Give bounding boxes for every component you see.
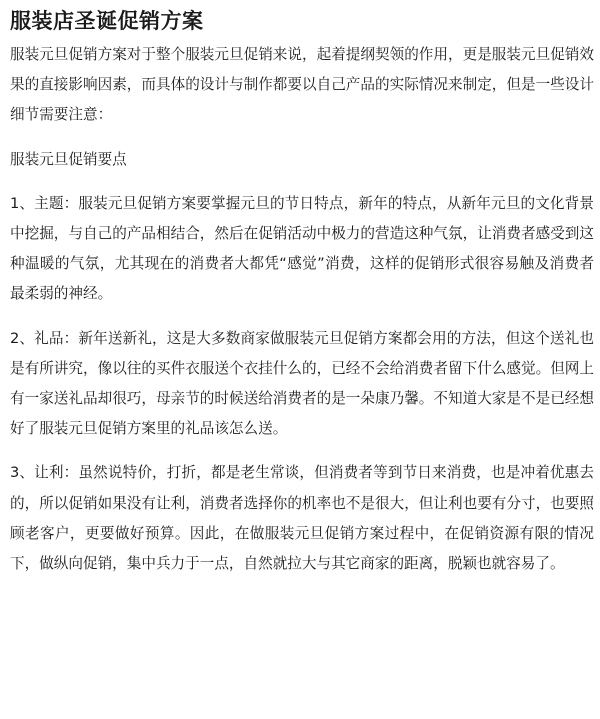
point-gift-paragraph: 2、礼品：新年送新礼，这是大多数商家做服装元旦促销方案都会用的方法，但这个送礼也是有所讲究，像以往的买件衣服送个衣挂什么的，已经不会给消费者留下什么感觉。但网上有一家送礼品却很巧，母亲节的时候送给消费者的是一朵康乃馨。不知道大家是不是已经想好了服装元旦促销方案里的礼品该怎么送。 <box>10 329 594 438</box>
point-theme-paragraph: 1、主题：服装元旦促销方案要掌握元旦的节日特点，新年的特点，从新年元旦的文化背景中挖掘，与自己的产品相结合，然后在促销活动中极力的营造这种气氛，让消费者感受到这种温暖的气氛，尤其现在的消费者大都凭“感觉”消费，这样的促销形式很容易触及消费者最柔弱的神经。 <box>10 194 594 303</box>
section-heading: 服装元旦促销要点 <box>10 150 127 168</box>
point-discount-paragraph: 3、让利：虽然说特价，打折，都是老生常谈，但消费者等到节日来消费，也是冲着优惠去的，所以促销如果没有让利，消费者选择你的机率也不是很大，但让利也要有分寸，也要照顾老客户，更要做好预算。因此，在做服装元旦促销方案过程中，在促销资源有限的情况下，做纵向促销，集中兵力于一点，自然就拉大与其它商家的距离，脱颖也就容易了。 <box>10 464 594 573</box>
article <box>10 6 594 579</box>
intro-paragraph: 服装元旦促销方案对于整个服装元旦促销来说，起着提纲契领的作用，更是服装元旦促销效果的直接影响因素，而具体的设计与制作都要以自己产品的实际情况来制定，但是一些设计细节需要注意： <box>10 46 594 124</box>
page-title: 服装店圣诞促销方案 <box>10 9 204 33</box>
